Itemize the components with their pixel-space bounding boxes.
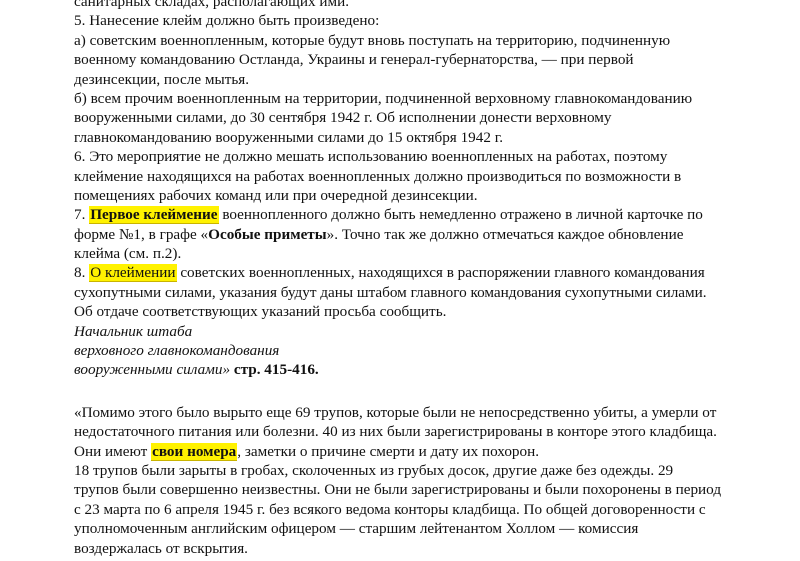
text-run: 7. bbox=[74, 206, 90, 224]
text-run: Они имеют bbox=[74, 442, 152, 460]
text-line bbox=[74, 263, 774, 282]
text-line: 5. Нанесение клейм должно быть произведено: bbox=[74, 12, 380, 30]
text-line: 6. Это мероприятие не должно мешать использованию военнопленных на работах, поэтому bbox=[74, 148, 668, 166]
paragraph-gap bbox=[74, 380, 774, 403]
text-line: уполномоченным английским офицером — старшим лейтенантом Холлом — комиссия bbox=[74, 520, 639, 538]
document-page bbox=[74, 0, 774, 558]
text-line: недостаточного питания или болезни. 40 из них были зарегистрированы в конторе этого кладбища. bbox=[74, 423, 717, 441]
signature-line bbox=[74, 360, 774, 379]
text-line: военному командованию Остланда, Украины и генерал-губернаторства, — при первой bbox=[74, 51, 634, 69]
text-line: клейма (см. п.2). bbox=[74, 245, 182, 263]
text-line: с 23 марта по 6 апреля 1945 г. без всякого ведома конторы кладбища. По общей договоренности с bbox=[74, 500, 706, 518]
text-line: Об отдаче соответствующих указаний просьба сообщить. bbox=[74, 303, 447, 321]
text-line bbox=[74, 205, 774, 224]
text-line: а) советским военнопленным, которые будут вновь поступать на территорию, подчиненную bbox=[74, 31, 671, 49]
text-line: 18 трупов были зарыты в гробах, сколоченных из грубых досок, другие даже без одежды. 29 bbox=[74, 461, 674, 479]
text-line: б) всем прочим военнопленным на территории, подчиненной верховному главнокомандованию bbox=[74, 89, 693, 107]
highlight-first-branding: Первое клеймение bbox=[90, 206, 218, 224]
text-run: , заметки о причине смерти и дату их похорон. bbox=[237, 442, 540, 460]
text-line: вооруженными силами, до 30 сентября 1942 г. Об исполнении донести верховному bbox=[74, 109, 612, 127]
text-line: «Помимо этого было вырыто еще 69 трупов, которые были не непосредственно убиты, а умерли от bbox=[74, 403, 717, 421]
text-line: санитарных складах, располагающих ими. bbox=[74, 0, 350, 10]
text-line: главнокомандованию вооруженными силами до 15 октября 1942 г. bbox=[74, 128, 504, 146]
signature-line: Начальник штаба bbox=[74, 322, 193, 340]
text-run: вооруженными силами» bbox=[74, 361, 231, 379]
text-run: военнопленного должно быть немедленно отражено в личной карточке по bbox=[218, 206, 703, 224]
text-line: клеймение находящихся на работах военнопленных должно производиться по возможности в bbox=[74, 167, 682, 185]
text-line bbox=[74, 225, 774, 244]
text-line: сухопутными силами, указания будут даны штабом главного командования сухопутными силами. bbox=[74, 283, 707, 301]
text-run: форме №1, в графе « bbox=[74, 225, 209, 243]
text-line: дезинсекции, после мытья. bbox=[74, 70, 250, 88]
text-line: трупов были совершенно неизвестны. Они не были зарегистрированы и были похоронены в период bbox=[74, 481, 722, 499]
bold-special-marks: Особые приметы bbox=[208, 225, 327, 243]
text-run: 8. bbox=[74, 264, 90, 282]
text-run: советских военнопленных, находящихся в распоряжении главного командования bbox=[176, 264, 705, 282]
highlight-own-numbers: свои номера bbox=[152, 442, 237, 460]
signature-line: верховного главнокомандования bbox=[74, 342, 280, 360]
highlight-about-branding: О клеймении bbox=[90, 264, 176, 282]
text-line bbox=[74, 442, 774, 461]
text-run: ». Точно так же должно отмечаться каждое обновление bbox=[326, 225, 684, 243]
page-reference: стр. 415-416. bbox=[230, 361, 319, 379]
text-line: помещениях рабочих команд или при очередной дезинсекции. bbox=[74, 186, 478, 204]
text-line: воздержалась от вскрытия. bbox=[74, 539, 248, 557]
